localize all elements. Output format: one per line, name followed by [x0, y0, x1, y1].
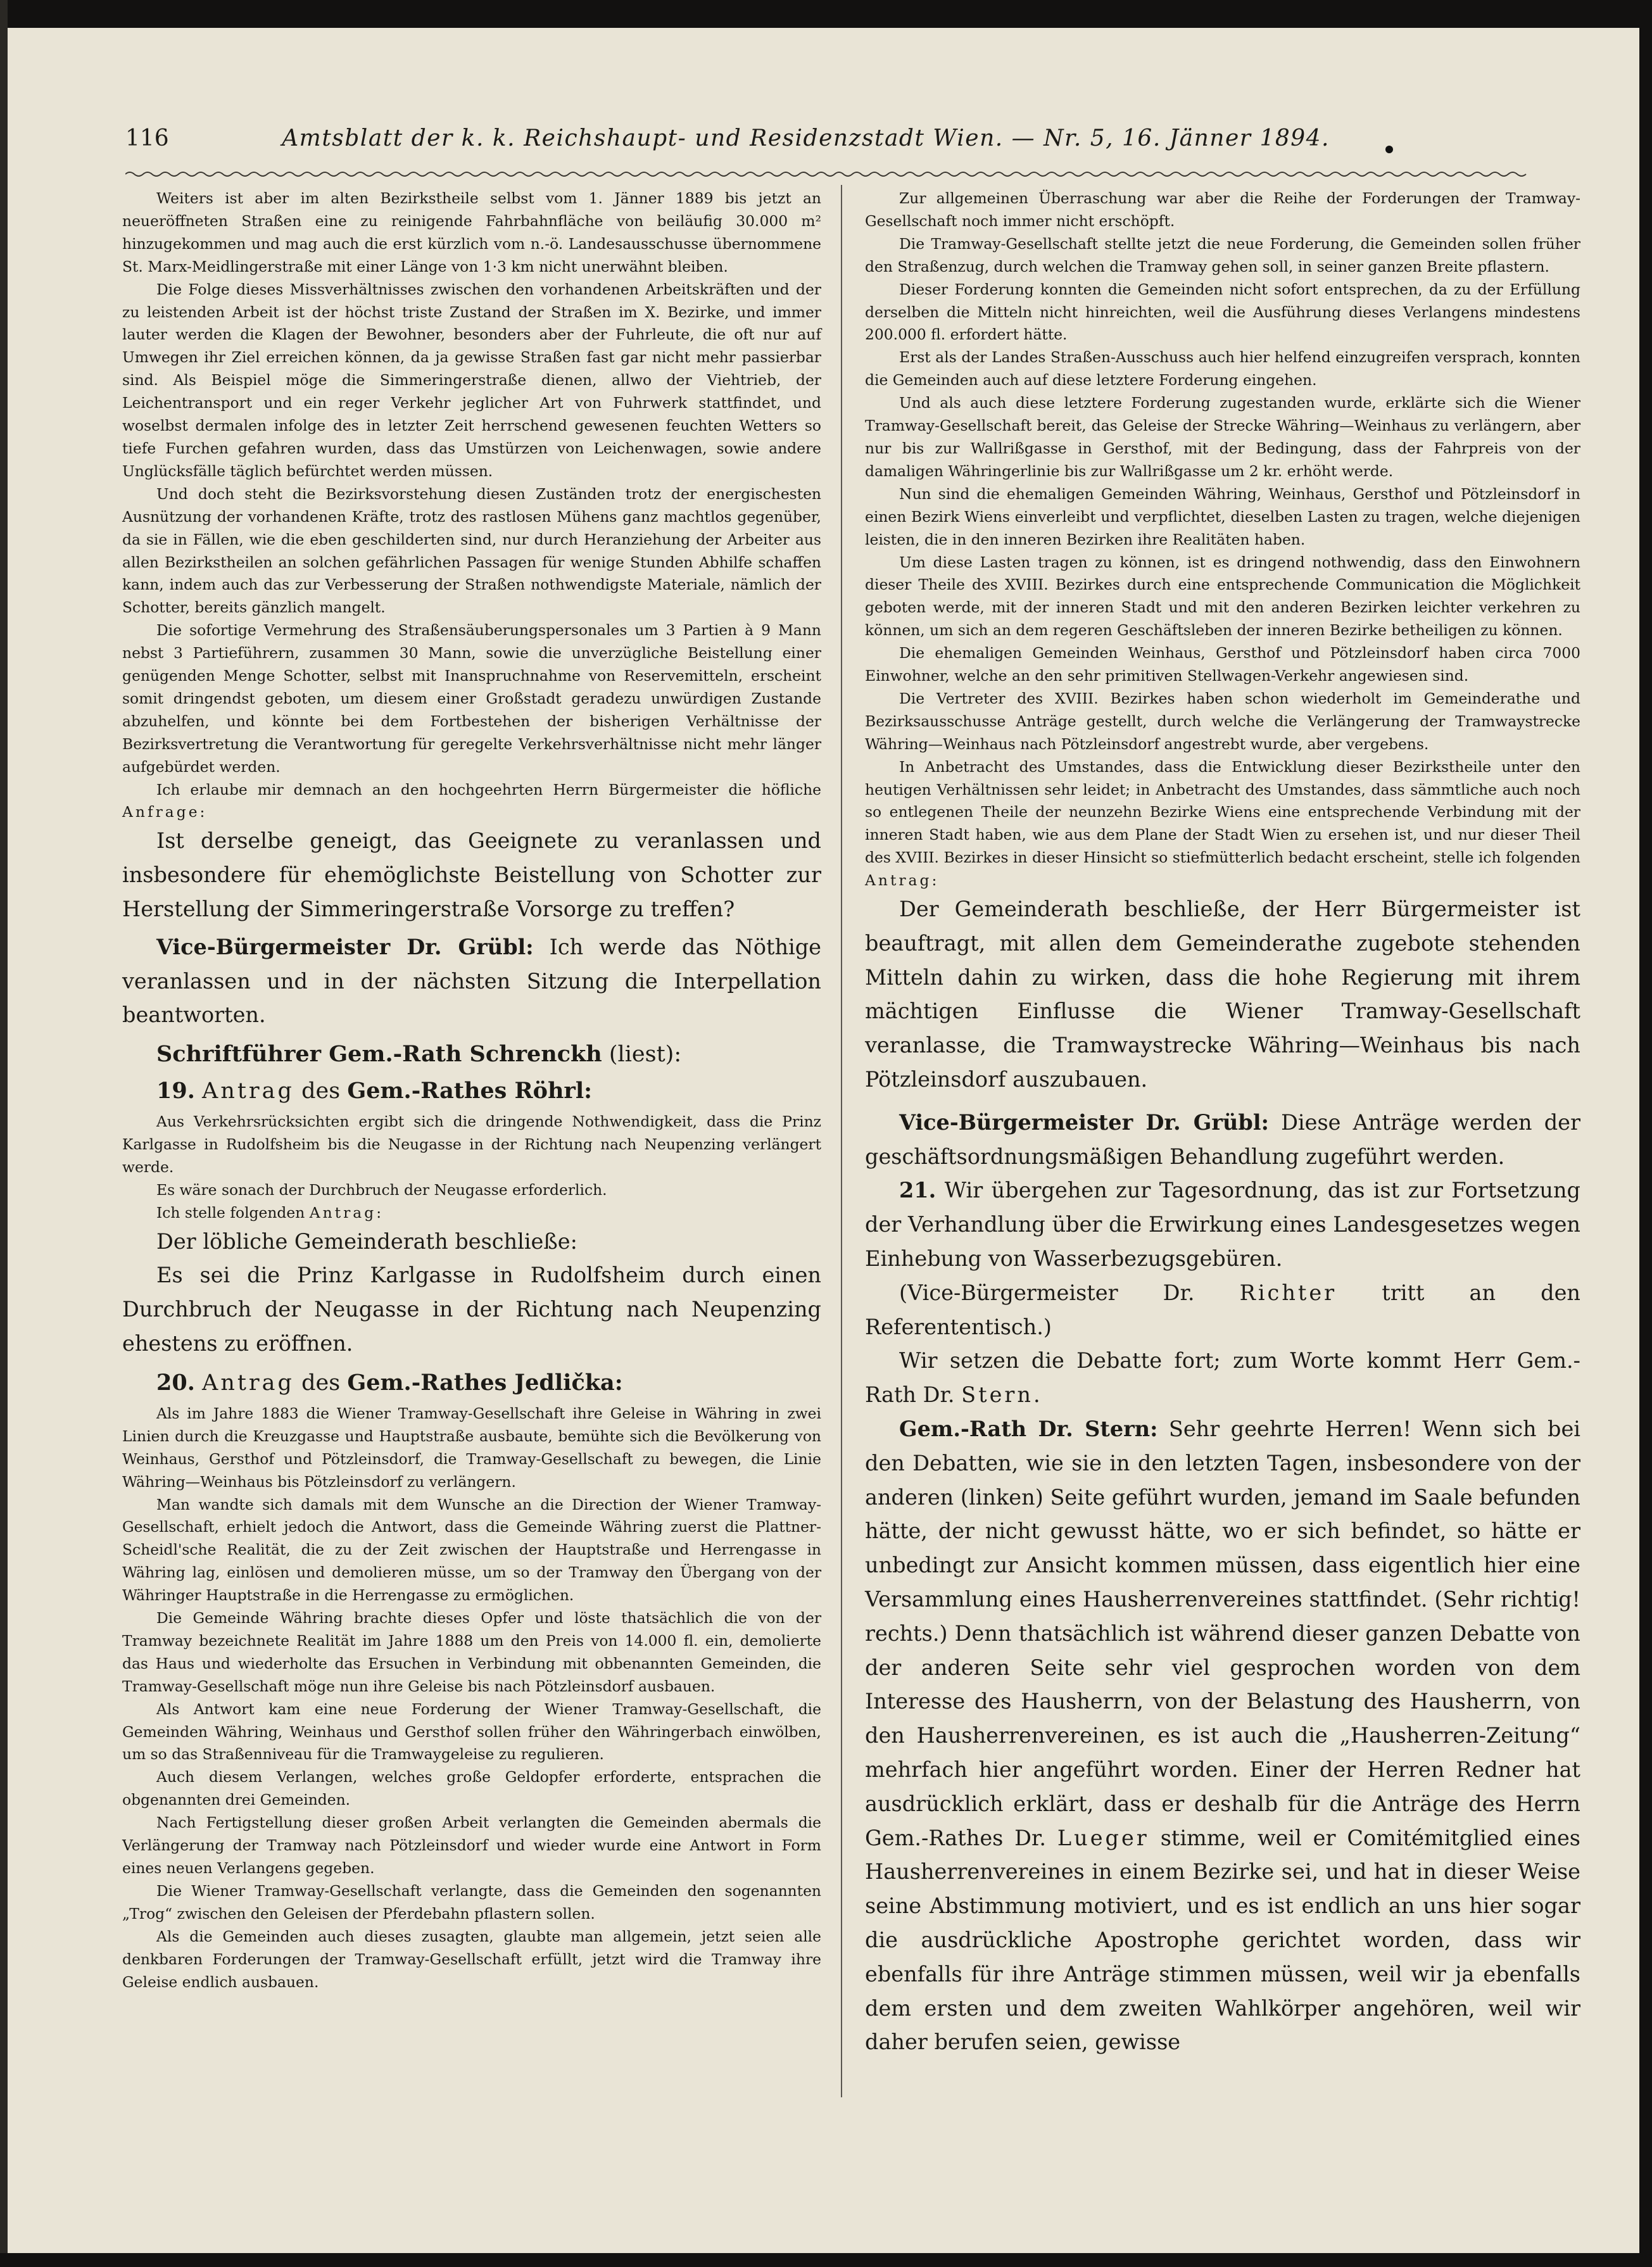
speaker-name: Schriftführer Gem.-Rath Schrenckh [156, 1041, 602, 1068]
motion-number: 19. [156, 1078, 195, 1104]
motion-author: Gem.-Rathes Jedlička: [347, 1369, 623, 1396]
scan-border-left [0, 0, 8, 2267]
resolution-text: Es sei die Prinz Karlgasse in Rudolfsheim durch einen Durchbruch der Neugasse in der Richtung nach Neupenzing ehestens zu eröffnen. [122, 1263, 821, 1356]
motion-heading [122, 1074, 821, 1108]
paragraph [122, 779, 821, 824]
agenda-item [865, 1173, 1580, 1275]
paragraph: Die Tramway-Gesellschaft stellte jetzt die neue Forderung, die Gemeinden sollen früher den Straßenzug, durch welchen die Tramway gehen soll, in seiner ganzen Breite pflastern. [865, 234, 1580, 275]
column-divider [841, 185, 842, 2097]
spaced-name: Stern. [961, 1382, 1043, 1408]
paragraph: Nun sind die ehemaligen Gemeinden Währing, Weinhaus, Gersthof und Pötzleinsdorf in einen Bezirk Wiens einverleibt und verpflichtet, dieselben Lasten zu tragen, welche diejenigen leisten, die in den inneren Bezirken ihre Realitäten haben. [865, 484, 1580, 548]
paragraph: Auch diesem Verlangen, welches große Geldopfer erforderte, entsprachen die obgenannten drei Gemeinden. [122, 1768, 821, 1809]
motion-intro: Ich stelle folgenden [156, 1203, 305, 1222]
paragraph: Wir setzen die Debatte fort; zum Worte kommt Herr Gem.-Rath Dr. Stern. [865, 1348, 1580, 1408]
speech [122, 930, 821, 1032]
paragraph: Weiters ist aber im alten Bezirkstheile selbst vom 1. Jänner 1889 bis jetzt an neueröffneten Straßen eine zu reinigende Fahrbahnfläche von beiläufig 30.000 m² hinzugekommen und mag auch die erst kürzlich vom n.-ö. Landesausschusse übernommene St. Marx-Meidlingerstraße mit einer Länge von 1·3 km nicht unerwähnt bleiben. [122, 189, 821, 275]
paragraph: Die Wiener Tramway-Gesellschaft verlangte, dass die Gemeinden den sogenannten „Trog“ zwischen den Geleisen der Pferdebahn pflastern sollen. [122, 1881, 821, 1923]
scan-border-right [1639, 0, 1652, 2267]
speaker-name: Vice-Bürgermeister Dr. Grübl: [899, 1109, 1269, 1135]
page-number: 116 [125, 125, 169, 151]
motion-label: Antrag [202, 1078, 294, 1104]
running-title: Amtsblatt der k. k. Reichshaupt- und Residenzstadt Wien. — Nr. 5, 16. Jänner 1894. [282, 125, 1330, 151]
spaced-name: Lueger [1057, 1825, 1149, 1850]
paragraph [865, 756, 1580, 892]
section-heading [122, 1037, 821, 1071]
inquiry-label: Anfrage: [122, 803, 208, 821]
motion-intro: In Anbetracht des Umstandes, dass die Entwicklung dieser Bezirkstheile unter den heutigen Verhältnissen sehr leidet; in Anbetracht des Umstandes, dass sämmtliche auch noch so entlegenen Theile der neunzehn Bezirke Wiens eine entsprechende Verbindung mit der inneren Stadt haben, wie aus dem Plane der Stadt Wien zu ersehen ist, und nur dieser Theil des XVIII. Bezirkes in dieser Hinsicht so stiefmütterlich bedacht erscheint, stelle ich folgenden [865, 757, 1580, 867]
scan-border-top [0, 0, 1652, 28]
paragraph [122, 1202, 821, 1225]
speaker-name: Vice-Bürgermeister Dr. Grübl: [156, 934, 534, 959]
header-wavy-rule [125, 170, 1531, 179]
paragraph: Um diese Lasten tragen zu können, ist es dringend nothwendig, dass den Einwohnern dieser Theile des XVIII. Bezirkes durch eine entsprechende Communication die Möglichkeit geboten werde, mit der inneren Stadt und mit den anderen Bezirken leichter verkehren zu können, um sich an dem regeren Geschäftsleben der inneren Bezirke betheiligen zu können. [865, 553, 1580, 640]
paragraph: Als die Gemeinden auch dieses zusagten, glaubte man allgemein, jetzt seien alle denkbaren Forderungen der Tramway-Gesellschaft erfüllt, jetzt wird die Tramway ihre Geleise endlich ausbauen. [122, 1927, 821, 1991]
speech-text: stimme, weil er Comitémitglied eines Hausherrenvereines in einem Bezirke sei, und hat in dieser Weise seine Abstimmung motiviert, und es ist endlich an uns hier sogar die ausdrückliche Apostrophe gerichtet worden, dass wir ebenfalls für ihre Anträge stimmen müssen, weil wir ja ebenfalls dem ersten und dem zweiten Wahlkörper angehören, weil wir daher berufen seien, gewisse [865, 1825, 1580, 2055]
paragraph: Die ehemaligen Gemeinden Weinhaus, Gersthof und Pötzleinsdorf haben circa 7000 Einwohner, welche an den sehr primitiven Stellwagen-Verkehr angewiesen sind. [865, 644, 1580, 685]
inquiry-intro: Ich erlaube mir demnach an den hochgeehrten Herrn Bürgermeister die höfliche [156, 780, 821, 799]
motion-label: Antrag: [309, 1203, 384, 1222]
agenda-number: 21. [899, 1178, 936, 1203]
resolution-text: Der Gemeinderath beschließe, der Herr Bürgermeister ist beauftragt, mit allen dem Gemeinderathe zugebote stehenden Mitteln dahin zu wirken, dass die hohe Regierung mit ihrem mächtigen Einflusse die Wiener Tramway-Gesellschaft veranlasse, die Tramwaystrecke Währing—Weinhaus bis nach Pötzleinsdorf auszubauen. [865, 897, 1580, 1092]
paragraph: Und doch steht die Bezirksvorstehung diesen Zuständen trotz der energischesten Ausnützung der vorhandenen Kräfte, trotz des rastlosen Mühens ganz machtlos gegenüber, da sie in Fällen, wie die eben geschilderten sind, nur durch Heranziehung der Arbeiter aus allen Bezirkstheilen an solchen gefährlichen Passagen für wenige Stunden Abhilfe schaffen kann, indem auch das zur Verbesserung der Straßen nothwendigste Materiale, nämlich der Schotter, bereits gänzlich mangelt. [122, 484, 821, 617]
spaced-name: Richter [1239, 1280, 1337, 1305]
paragraph: Als Antwort kam eine neue Forderung der Wiener Tramway-Gesellschaft, die Gemeinden Währing, Weinhaus und Gersthof sollen früher den Währingerbach einwölben, um so das Straßenniveau für die Tramwaygeleise zu regulieren. [122, 1700, 821, 1764]
speaker-name: Gem.-Rath Dr. Stern: [899, 1417, 1158, 1442]
paragraph: Die Vertreter des XVIII. Bezirkes haben schon wiederholt im Gemeinderathe und Bezirksausschusse Anträge gestellt, durch welche die Verlängerung der Tramwaystrecke Währing—Weinhaus nach Pötzleinsdorf angestrebt wurde, aber vergebens. [865, 689, 1580, 753]
inquiry-text: Ist derselbe geneigt, das Geeignete zu veranlassen und insbesondere für ehemöglichste Beistellung von Schotter zur Herstellung der Simmeringerstraße Vorsorge zu treffen? [122, 828, 821, 921]
paragraph: Man wandte sich damals mit dem Wunsche an die Direction der Wiener Tramway-Gesellschaft, erhielt jedoch die Antwort, dass die Gemeinde Währing zuerst die Plattner-Scheidl'sche Realität, die zu der Zeit zwischen der Hauptstraße und Herrengasse in Währing lag, einlösen und demolieren müsse, um so der Tramway den Übergang von der Währinger Hauptstraße in die Herrengasse zu ermöglichen. [122, 1495, 821, 1605]
speech-text: Sehr geehrte Herren! Wenn sich bei den Debatten, wie sie in den letzten Tagen, insbesondere von der anderen (linken) Seite geführt wurden, jemand im Saale befunden hätte, der nicht gewusst hätte, wo er sich befindet, so hätte er unbedingt zur Ansicht kommen müssen, dass eigentlich hier eine Versammlung eines Hausherrenvereines stattfindet. (Sehr richtig! rechts.) Denn thatsächlich ist während dieser ganzen Debatte von der anderen Seite sehr viel gesprochen worden von dem Interesse des Hausherrn, von der Belastung des Hausherrn, von den Hausherrenvereinen, es ist auch die „Hausherren-Zeitung“ mehrfach hier angeführt worden. Einer der Herren Redner hat ausdrücklich erklärt, dass er deshalb für die Anträge des Herrn Gem.-Rathes Dr. [865, 1417, 1580, 1850]
paragraph: Die sofortige Vermehrung des Straßensäuberungspersonales um 3 Partien à 9 Mann nebst 3 Partieführern, zusammen 30 Mann, sowie die unverzügliche Beistellung einer genügenden Menge Schotter, selbst mit Inanspruchnahme von Reservemitteln, erscheint somit dringendst geboten, um diesem einer Großstadt geradezu unwürdigen Zustande abzuhelfen, und könnte bei dem Fortbestehen der bisherigen Verhältnisse der Bezirksvertretung die Verantwortung für geregelte Verkehrsverhältnisse nicht mehr länger aufgebürdet werden. [122, 621, 821, 776]
paragraph: Nach Fertigstellung dieser großen Arbeit verlangten die Gemeinden abermals die Verlängerung der Tramway nach Pötzleinsdorf und wieder wurde eine Antwort in Form eines neuen Verlangens gegeben. [122, 1814, 821, 1877]
paragraph: Und als auch diese letztere Forderung zugestanden wurde, erklärte sich die Wiener Tramway-Gesellschaft bereit, das Geleise der Strecke Währing—Weinhaus zu verlängern, aber nur bis zur Wallrißgasse in Gersthof, mit der Bedingung, dass der Fahrpreis von der damaligen Währingerlinie bis zur Wallrißgasse um 2 kr. erhöht werde. [865, 394, 1580, 480]
speech-text: Ich werde das Nöthige veranlassen und in der nächsten Sitzung die Interpellation beantworten. [122, 934, 822, 1028]
motion-label: Antrag: [865, 871, 940, 890]
scan-border-bottom [0, 2253, 1652, 2267]
motion-label: Antrag [202, 1370, 294, 1396]
paragraph: Es wäre sonach der Durchbruch der Neugasse erforderlich. [156, 1180, 607, 1199]
agenda-text: Wir übergehen zur Tagesordnung, das ist zur Fortsetzung der Verhandlung über die Erwirkung eines Landesgesetzes wegen Einhebung von Wasserbezugsgebüren. [865, 1178, 1581, 1272]
stage-direction: (liest): [608, 1042, 682, 1068]
speech [865, 1412, 1580, 2059]
paragraph: Zur allgemeinen Überraschung war aber die Reihe der Forderungen der Tramway-Gesellschaft noch immer nicht erschöpft. [865, 189, 1580, 230]
motion-des: des [301, 1370, 341, 1396]
paragraph: Die Gemeinde Währing brachte dieses Opfer und löste thatsächlich die von der Tramway bezeichnete Realität im Jahre 1888 um den Preis von 14.000 fl. ein, demolierte das Haus und wiederholte das Ersuchen in Verbindung mit obbenannten Gemeinden, die Tramway-Gesellschaft möge nun ihre Geleise bis nach Pötzleinsdorf ausbauen. [122, 1609, 821, 1695]
paragraph: Die Folge dieses Missverhältnisses zwischen den vorhandenen Arbeitskräften und der zu leistenden Arbeit ist der höchst triste Zustand der Straßen im X. Bezirke, und immer lauter werden die Klagen der Bewohner, besonders aber der Fuhrleute, die oft nur auf Umwegen ihr Ziel erreichen können, da ja gewisse Straßen fast gar nicht mehr passierbar sind. Als Beispiel möge die Simmeringerstraße dienen, allwo der Viehtrieb, der Leichentransport und ein reger Verkehr jeglicher Art von Fuhrwerk stattfindet, und woselbst dermalen infolge des in letzter Zeit herrschend gewesenen feuchten Wetters so tiefe Furchen gefahren wurden, dass das Umstürzen von Leichenwagen, sowie andere Unglücksfälle täglich befürchtet werden müssen. [122, 280, 821, 480]
paragraph: Als im Jahre 1883 die Wiener Tramway-Gesellschaft ihre Geleise in Währing in zwei Linien durch die Kreuzgasse und Hauptstraße ausbaute, bemühte sich die Bevölkerung von Weinhaus, Gersthof und Pötzleinsdorf, die Tramway-Gesellschaft zu bewegen, die Linie Währing—Weinhaus bis Pötzleinsdorf zu verlängern. [122, 1404, 821, 1491]
paragraph: Aus Verkehrsrücksichten ergibt sich die dringende Nothwendigkeit, dass die Prinz Karlgasse in Rudolfsheim bis die Neugasse in der Richtung nach Neupenzing verlängert werde. [122, 1113, 821, 1176]
speech [865, 1106, 1580, 1174]
paragraph: Dieser Forderung konnten die Gemeinden nicht sofort entsprechen, da zu der Erfüllung derselben die Mitteln nicht hinreichten, weil die Ausführung dieses Verlangens mindestens 200.000 fl. erfordert hätte. [865, 280, 1580, 344]
left-column [122, 187, 821, 1993]
motion-heading [122, 1366, 821, 1400]
motion-des: des [301, 1078, 341, 1104]
paragraph: Erst als der Landes Straßen-Ausschuss auch hier helfend einzugreifen versprach, konnten die Gemeinden auch auf diese letztere Forderung eingehen. [865, 348, 1580, 389]
right-column [865, 187, 1580, 2059]
page-header [125, 122, 1393, 166]
motion-number: 20. [156, 1369, 195, 1396]
speech-text: Diese Anträge werden der geschäftsordnungsmäßigen Behandlung zugeführt werden. [865, 1109, 1580, 1169]
stage-direction: (Vice-Bürgermeister Dr. Richter tritt an den Referententisch.) [865, 1280, 1580, 1339]
resolution-line: Der löbliche Gemeinderath beschließe: [156, 1228, 577, 1254]
motion-author: Gem.-Rathes Röhrl: [347, 1078, 593, 1104]
